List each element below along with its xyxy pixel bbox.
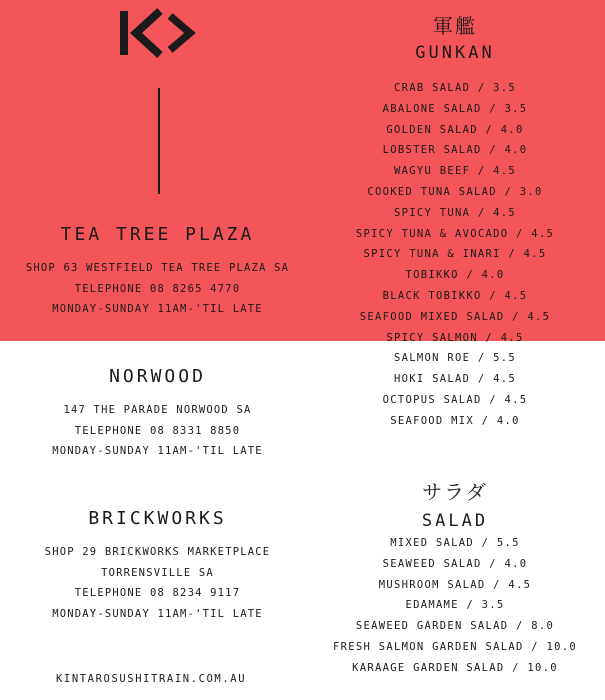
salad-title: SALAD: [421, 511, 489, 531]
menu-item: SEAFOOD MIXED SALAD / 4.5: [359, 310, 551, 323]
divider-line: [158, 88, 160, 194]
location-telephone: TELEPHONE 08 8331 8850: [74, 424, 241, 437]
location-address: SHOP 63 WESTFIELD TEA TREE PLAZA SA: [25, 262, 290, 274]
salad-section: [305, 476, 605, 679]
menu-item: SALMON ROE / 5.5: [394, 352, 516, 365]
location-title-norwood: NORWOOD: [109, 366, 206, 387]
kintaro-logo-icon: [120, 8, 202, 58]
menu-item: SPICY TUNA & AVOCADO / 4.5: [355, 227, 555, 240]
location-hours: MONDAY-SUNDAY 11AM-'TIL LATE: [52, 445, 263, 457]
menu-item: CRAB SALAD / 3.5: [394, 82, 516, 94]
location-suburb: TORRENSVILLE SA: [101, 566, 214, 579]
location-details-tea-tree-plaza: [0, 258, 315, 320]
menu-item: SEAWEED GARDEN SALAD / 8.0: [355, 620, 555, 633]
menu-item: BLACK TOBIKKO / 4.5: [382, 289, 528, 302]
menu-item: LOBSTER SALAD / 4.0: [382, 144, 528, 157]
menu-item: COOKED TUNA SALAD / 3.0: [367, 185, 543, 198]
menu-item: KARAAGE GARDEN SALAD / 10.0: [352, 661, 558, 674]
gunkan-title: GUNKAN: [415, 43, 495, 63]
menu-item: SEAFOOD MIX / 4.0: [390, 414, 520, 427]
menu-item: EDAMAME / 3.5: [405, 599, 505, 612]
location-address: SHOP 29 BRICKWORKS MARKETPLACE: [44, 546, 271, 558]
gunkan-section: [305, 10, 605, 432]
salad-japanese-title: サラダ: [422, 480, 488, 504]
menu-item: HOKI SALAD / 4.5: [394, 373, 516, 386]
location-details-brickworks: [0, 542, 315, 624]
menu-item: OCTOPUS SALAD / 4.5: [382, 393, 528, 406]
gunkan-japanese-title: 軍艦: [433, 14, 477, 38]
menu-item: ABALONE SALAD / 3.5: [382, 102, 528, 115]
menu-item: SPICY TUNA / 4.5: [394, 206, 516, 219]
menu-item: FRESH SALMON GARDEN SALAD / 10.0: [333, 640, 577, 653]
location-hours: MONDAY-SUNDAY 11AM-'TIL LATE: [52, 303, 263, 315]
gunkan-menu-list: [305, 78, 605, 432]
location-title-tea-tree-plaza: TEA TREE PLAZA: [60, 224, 255, 245]
salad-menu-list: [305, 533, 605, 679]
location-hours: MONDAY-SUNDAY 11AM-'TIL LATE: [52, 607, 263, 620]
menu-item: WAGYU BEEF / 4.5: [394, 165, 516, 178]
menu-item: MIXED SALAD / 5.5: [390, 537, 520, 549]
location-details-norwood: [0, 400, 315, 462]
location-telephone: TELEPHONE 08 8234 9117: [74, 587, 241, 599]
menu-item: MUSHROOM SALAD / 4.5: [378, 578, 532, 591]
menu-item: SPICY SALMON / 4.5: [386, 331, 524, 344]
menu-item: SEAWEED SALAD / 4.0: [382, 557, 528, 570]
menu-item: TOBIKKO / 4.0: [405, 269, 505, 282]
menu-item: GOLDEN SALAD / 4.0: [386, 123, 524, 136]
location-telephone: TELEPHONE 08 8265 4770: [74, 282, 241, 295]
menu-item: SPICY TUNA & INARI / 4.5: [363, 248, 547, 261]
location-address: 147 THE PARADE NORWOOD SA: [63, 404, 252, 416]
website-link[interactable]: KINTAROSUSHITRAIN.COM.AU: [56, 673, 247, 685]
location-title-brickworks: BRICKWORKS: [88, 508, 227, 529]
